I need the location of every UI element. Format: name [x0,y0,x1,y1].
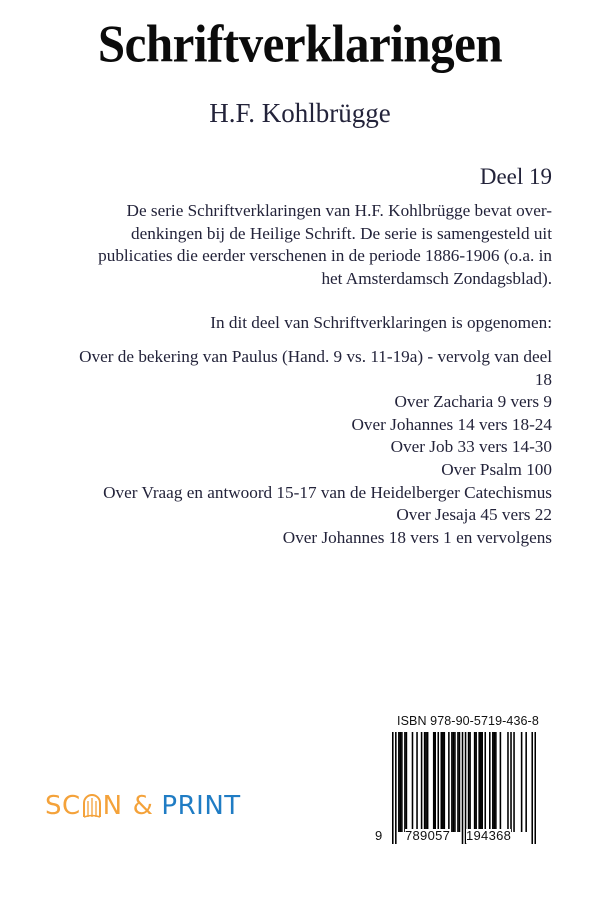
contents-item: Over de bekering van Paulus (Hand. 9 vs. 11-19a) - vervolg van deel [79,347,552,366]
author-name: H.F. Kohlbrügge [209,98,391,128]
barcode-lead-digit: 9 [375,828,383,843]
description-line: publicaties die eerder verschenen in de periode 1886-1906 (o.a. in [98,246,552,266]
description-line: De serie Schriftverklaringen van H.F. Kohlbrügge bevat over- [126,201,552,220]
contents-item: Over Johannes 18 vers 1 en vervolgens [282,527,552,547]
contents-item-continuation: 18 [534,369,552,389]
logo-text-sc: SC [45,791,81,821]
contents-intro-text: In dit deel van Schriftverklaringen is opgenomen: [210,313,552,332]
contents-item: Over Jesaja 45 vers 22 [396,505,552,525]
volume-number: Deel 19 [479,164,552,189]
logo-ampersand: & [132,791,154,821]
contents-intro [32,312,552,335]
isbn-label: ISBN 978-90-5719-436-8 [397,714,539,728]
barcode-digits-right: 194368 [466,828,512,843]
barcode-digits-left: 789057 [405,828,451,843]
logo-text-print: PRINT [161,791,241,821]
isbn-barcode-block [372,713,540,853]
contents-item: Over Zacharia 9 vers 9 [394,392,552,412]
contents-item: Over Vraag en antwoord 15-17 van de Heidelberger Catechismus [103,482,552,502]
series-description [32,200,552,290]
description-line: denkingen bij de Heilige Schrift. De serie is samengesteld uit [131,223,552,243]
series-title: Schriftverklaringen [97,13,503,74]
open-book-arch-icon [82,794,102,818]
description-line: het Amsterdamsch Zondagsblad). [321,268,552,288]
contents-item: Over Psalm 100 [441,459,552,479]
logo-text-n: N [102,791,123,821]
contents-list [32,346,552,549]
publisher-logo [45,790,241,822]
contents-item: Over Job 33 vers 14-30 [390,437,552,457]
contents-item: Over Johannes 14 vers 18-24 [351,414,552,434]
